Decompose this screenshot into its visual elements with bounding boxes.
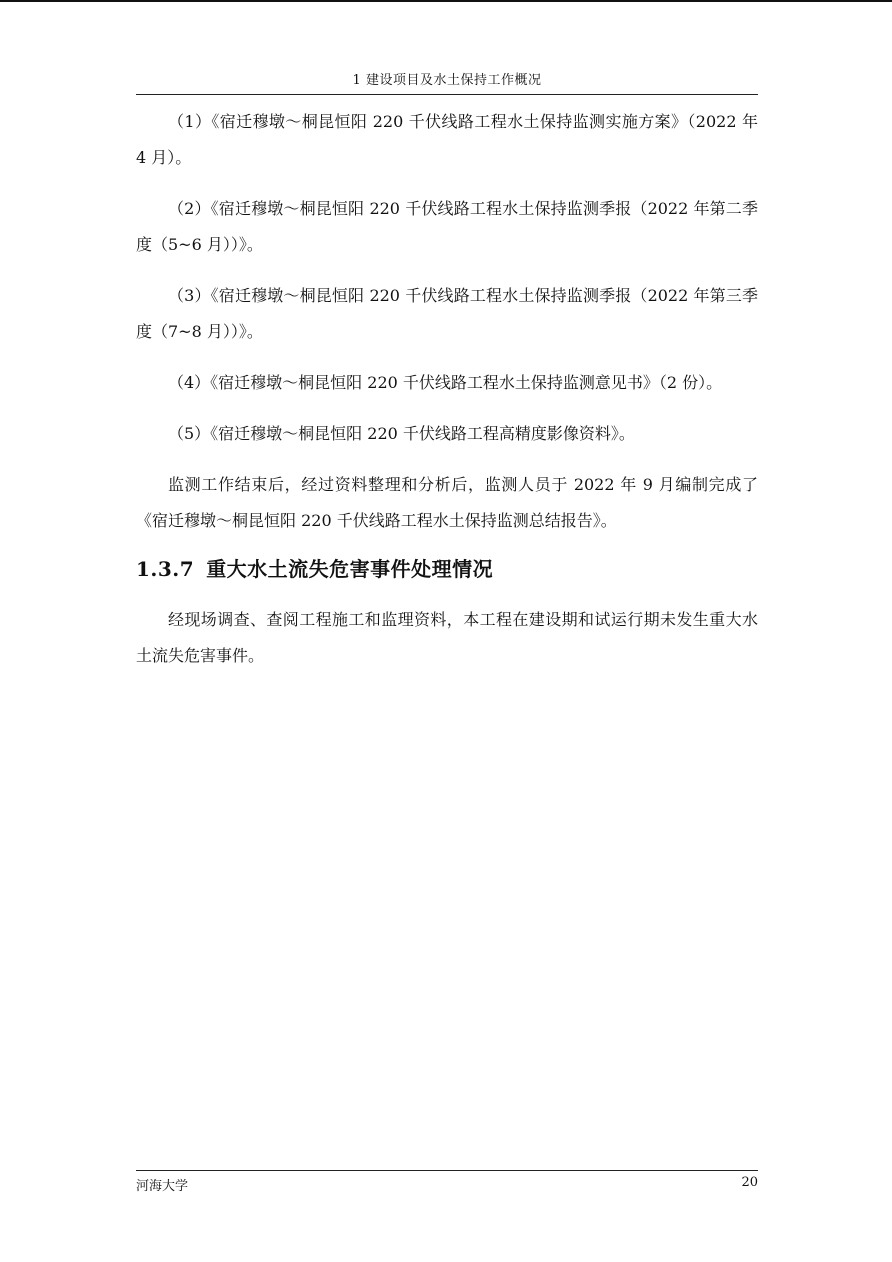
running-footer: [136, 1170, 758, 1197]
paragraph-no-major-events: 经现场调查、查阅工程施工和监理资料，本工程在建设期和试运行期未发生重大水土流失危害事件。: [136, 610, 758, 665]
list-item-imagery-data: （5）《宿迁穆墩～桐昆恒阳 220 千伏线路工程高精度影像资料》。: [168, 424, 635, 443]
footer-institution: 河海大学: [136, 1179, 189, 1194]
running-header: 1 建设项目及水土保持工作概况: [136, 70, 758, 95]
page-top-border: [0, 0, 892, 2]
section-heading: [136, 554, 758, 584]
list-item-quarterly-report-q3: （3）《宿迁穆墩～桐昆恒阳 220 千伏线路工程水土保持监测季报（2022 年第三季度（7~8 月））》。: [136, 286, 758, 341]
page-number: 20: [741, 1175, 758, 1190]
list-item-quarterly-report-q2: （2）《宿迁穆墩～桐昆恒阳 220 千伏线路工程水土保持监测季报（2022 年第二季度（5~6 月））》。: [136, 199, 758, 254]
section-title: 重大水土流失危害事件处理情况: [206, 557, 494, 581]
paragraph-summary-report: 监测工作结束后，经过资料整理和分析后，监测人员于 2022 年 9 月编制完成了《宿迁穆墩～桐昆恒阳 220 千伏线路工程水土保持监测总结报告》。: [136, 475, 758, 530]
list-item-monitoring-plan: （1）《宿迁穆墩～桐昆恒阳 220 千伏线路工程水土保持监测实施方案》（2022 年 4 月）。: [136, 112, 758, 167]
list-item-monitoring-opinion: （4）《宿迁穆墩～桐昆恒阳 220 千伏线路工程水土保持监测意见书》（2 份）。: [168, 373, 723, 392]
page-content: [136, 104, 758, 689]
section-number: 1.3.7: [136, 557, 195, 581]
